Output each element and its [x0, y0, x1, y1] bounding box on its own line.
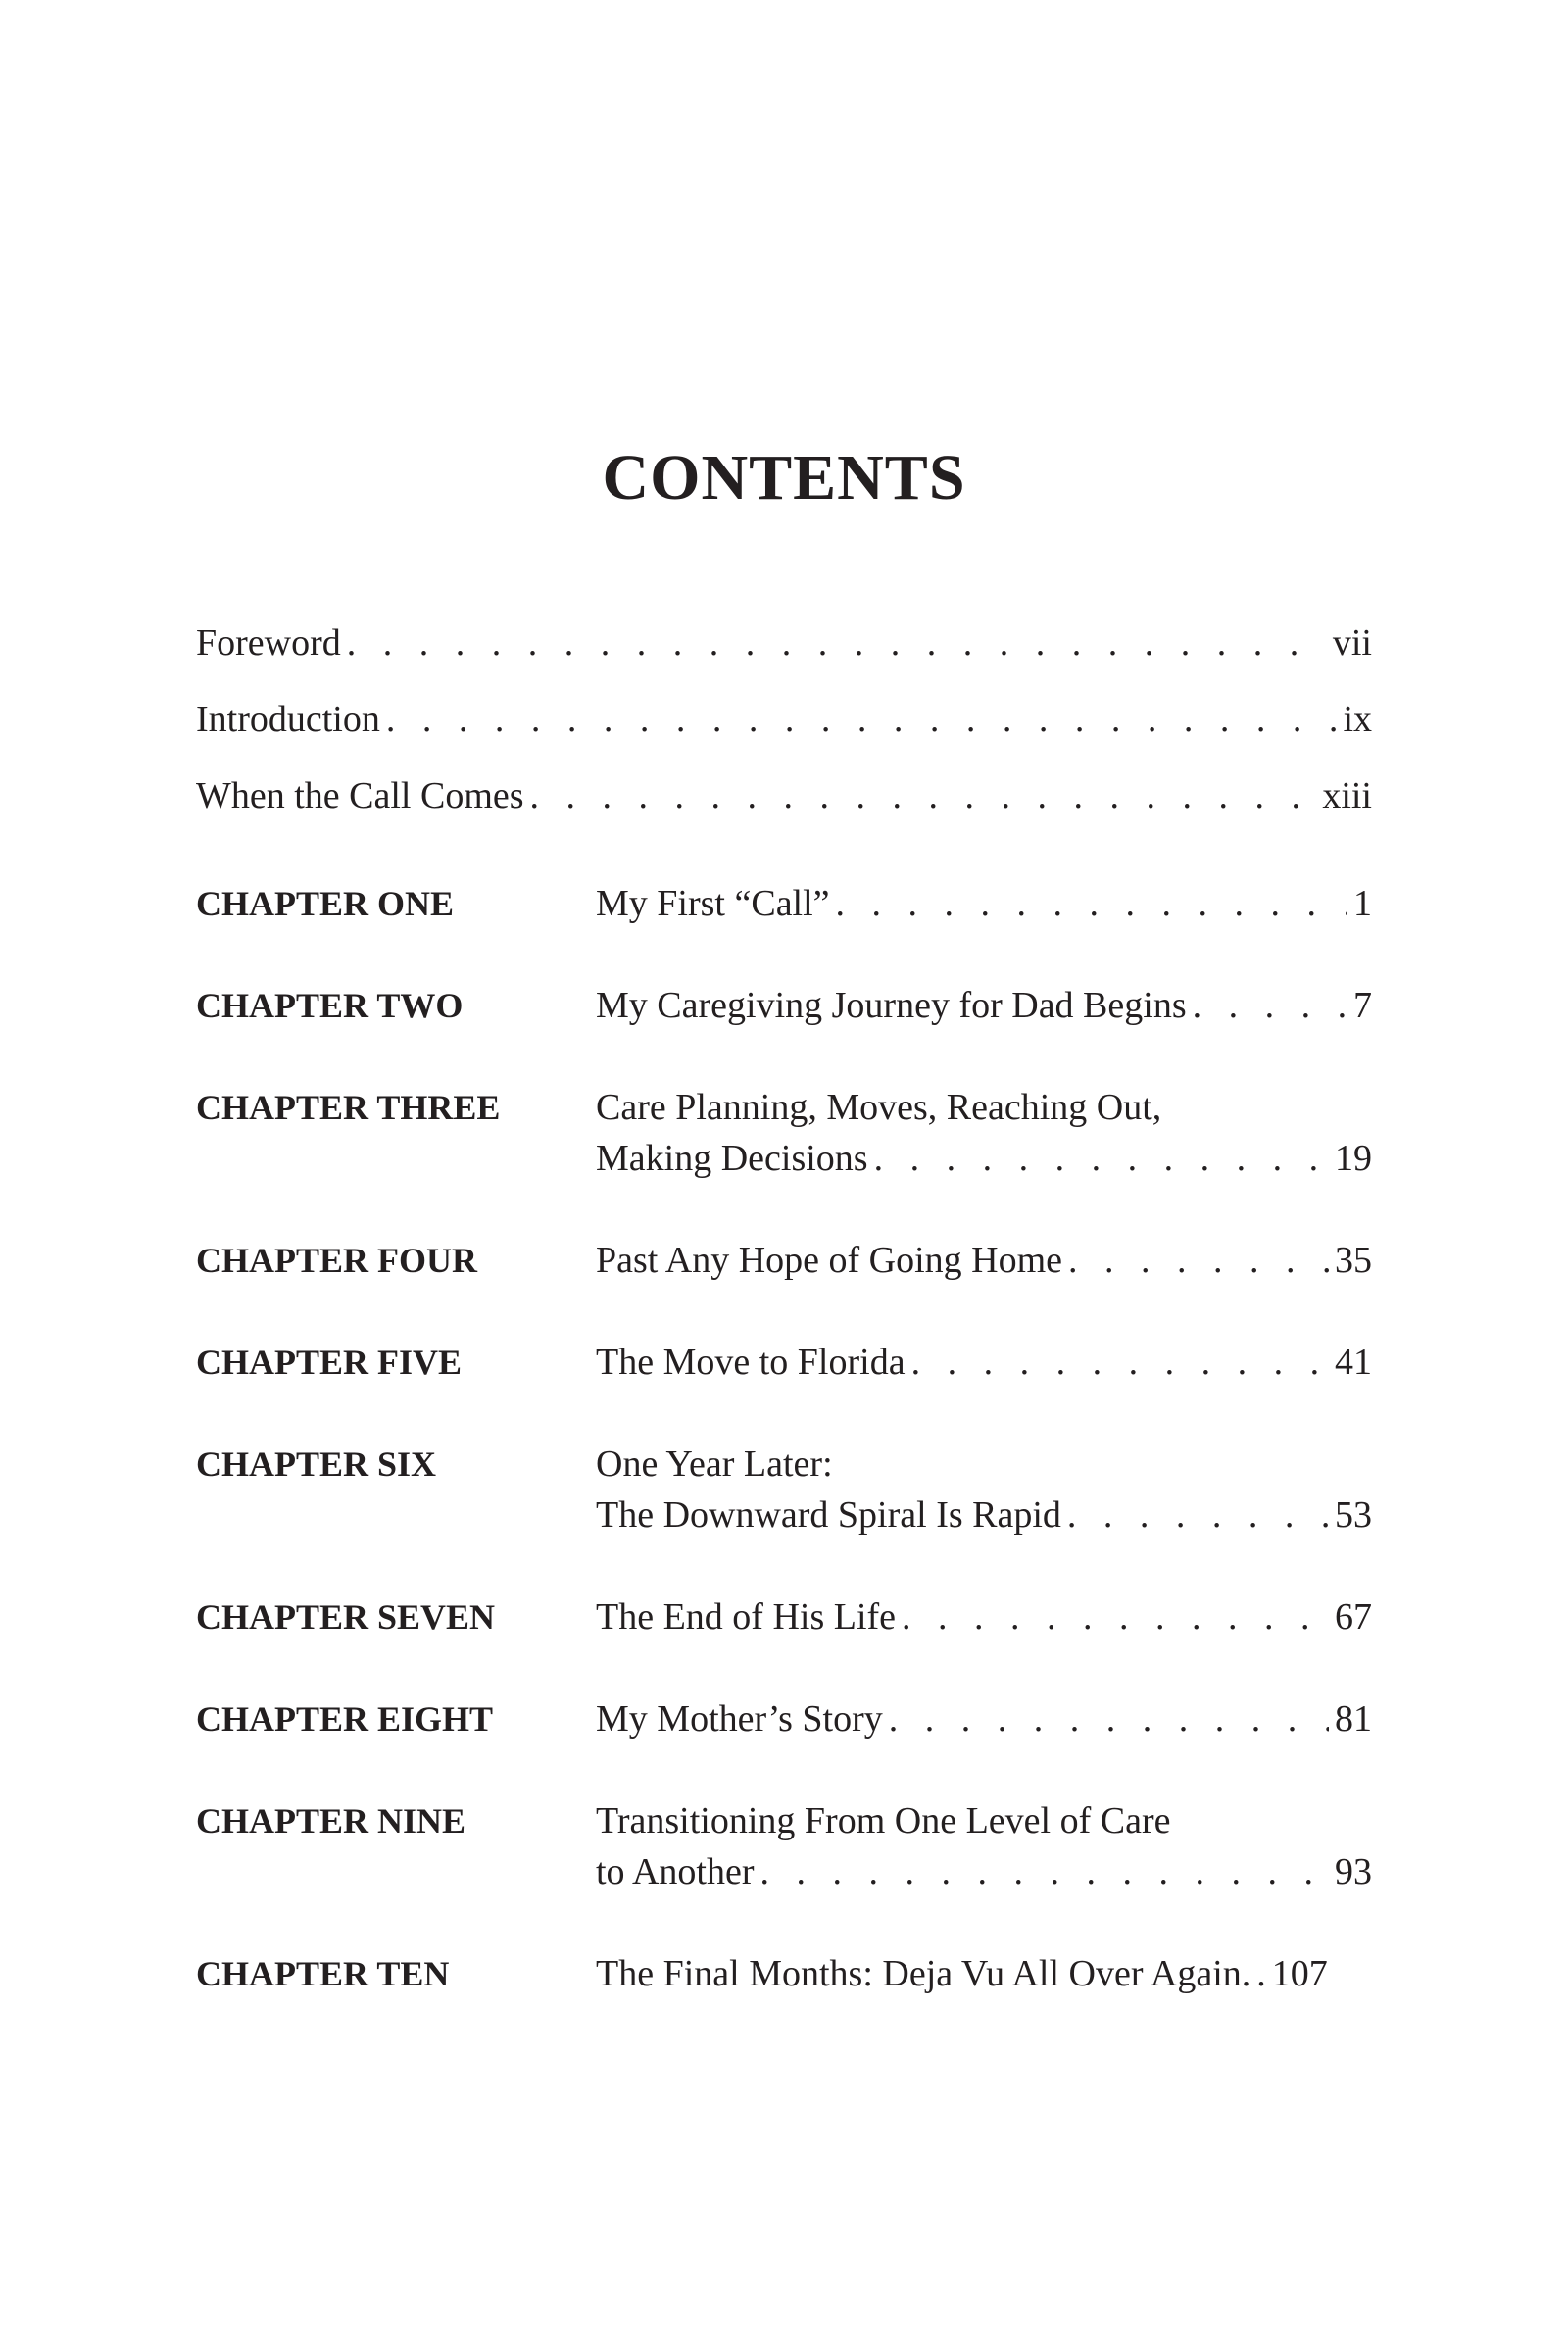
entry-title: The Move to Florida [596, 1342, 906, 1383]
toc-entry-when-the-call-comes[interactable] [196, 770, 1372, 821]
toc-entry-chapter-nine[interactable] [596, 1846, 1372, 1897]
dot-leader [1193, 980, 1348, 1031]
chapter-label: CHAPTER EIGHT [196, 1699, 494, 1739]
toc-entry-chapter-ten[interactable] [596, 1948, 1372, 1999]
dot-leader [347, 617, 1327, 668]
page-number: 81 [1335, 1698, 1372, 1740]
chapter-label: CHAPTER TEN [196, 1954, 450, 1993]
dot-leader [1068, 1235, 1329, 1286]
entry-title: The Final Months: Deja Vu All Over Again. [596, 1953, 1251, 1994]
chapter-label: CHAPTER TWO [196, 986, 464, 1025]
chapter-label: CHAPTER SEVEN [196, 1597, 496, 1637]
page-number: vii [1332, 622, 1372, 663]
entry-title: The Downward Spiral Is Rapid [596, 1494, 1061, 1536]
dot-leader [911, 1337, 1329, 1388]
page-number: 35 [1335, 1240, 1372, 1281]
dot-leader [760, 1846, 1329, 1897]
entry-title: Past Any Hope of Going Home [596, 1240, 1063, 1281]
dot-leader [902, 1592, 1329, 1642]
entry-title-line: One Year Later: [596, 1444, 833, 1485]
entry-title-line: Transitioning From One Level of Care [596, 1800, 1171, 1841]
entry-title: Making Decisions [596, 1138, 868, 1179]
chapter-label: CHAPTER ONE [196, 884, 455, 923]
toc-entry-chapter-one[interactable] [596, 878, 1372, 929]
dot-leader [1256, 1948, 1266, 1999]
page-number: 53 [1335, 1494, 1372, 1536]
page-number: 67 [1335, 1596, 1372, 1638]
chapter-label: CHAPTER NINE [196, 1801, 466, 1840]
toc-entry-chapter-seven[interactable] [596, 1592, 1372, 1642]
page-number: xiii [1322, 775, 1372, 816]
dot-leader [836, 878, 1348, 929]
dot-leader [530, 770, 1317, 821]
entry-title: The End of His Life [596, 1596, 897, 1638]
page-number: 93 [1335, 1851, 1372, 1892]
toc-entry-introduction[interactable] [196, 694, 1372, 745]
page-number: ix [1343, 699, 1372, 740]
chapter-label: CHAPTER FIVE [196, 1343, 463, 1382]
page-title: CONTENTS [602, 442, 966, 514]
entry-title: Introduction [196, 699, 380, 740]
toc-entry-chapter-eight[interactable] [596, 1693, 1372, 1744]
page-number: 41 [1335, 1342, 1372, 1383]
toc-entry-chapter-three[interactable] [596, 1133, 1372, 1184]
page-number: 19 [1335, 1138, 1372, 1179]
entry-title: My First “Call” [596, 883, 830, 924]
entry-title: to Another [596, 1851, 755, 1892]
toc-entry-chapter-five[interactable] [596, 1337, 1372, 1388]
entry-title: Foreword [196, 622, 341, 663]
entry-title: My Caregiving Journey for Dad Begins [596, 985, 1187, 1026]
toc-entry-chapter-four[interactable] [596, 1235, 1372, 1286]
chapter-label: CHAPTER THREE [196, 1088, 501, 1127]
dot-leader [874, 1133, 1329, 1184]
page-number: 7 [1353, 985, 1372, 1026]
entry-title: When the Call Comes [196, 775, 524, 816]
page-number: 107 [1271, 1953, 1328, 1994]
chapter-label: CHAPTER SIX [196, 1445, 437, 1484]
dot-leader [1067, 1490, 1329, 1541]
entry-title: My Mother’s Story [596, 1698, 883, 1740]
toc-entry-foreword[interactable] [196, 617, 1372, 668]
page-number: 1 [1353, 883, 1372, 924]
chapter-label: CHAPTER FOUR [196, 1241, 477, 1280]
entry-title-line: Care Planning, Moves, Reaching Out, [596, 1087, 1162, 1128]
dot-leader [889, 1693, 1329, 1744]
toc-entry-chapter-two[interactable] [596, 980, 1372, 1031]
dot-leader [386, 694, 1338, 745]
toc-entry-chapter-six[interactable] [596, 1490, 1372, 1541]
